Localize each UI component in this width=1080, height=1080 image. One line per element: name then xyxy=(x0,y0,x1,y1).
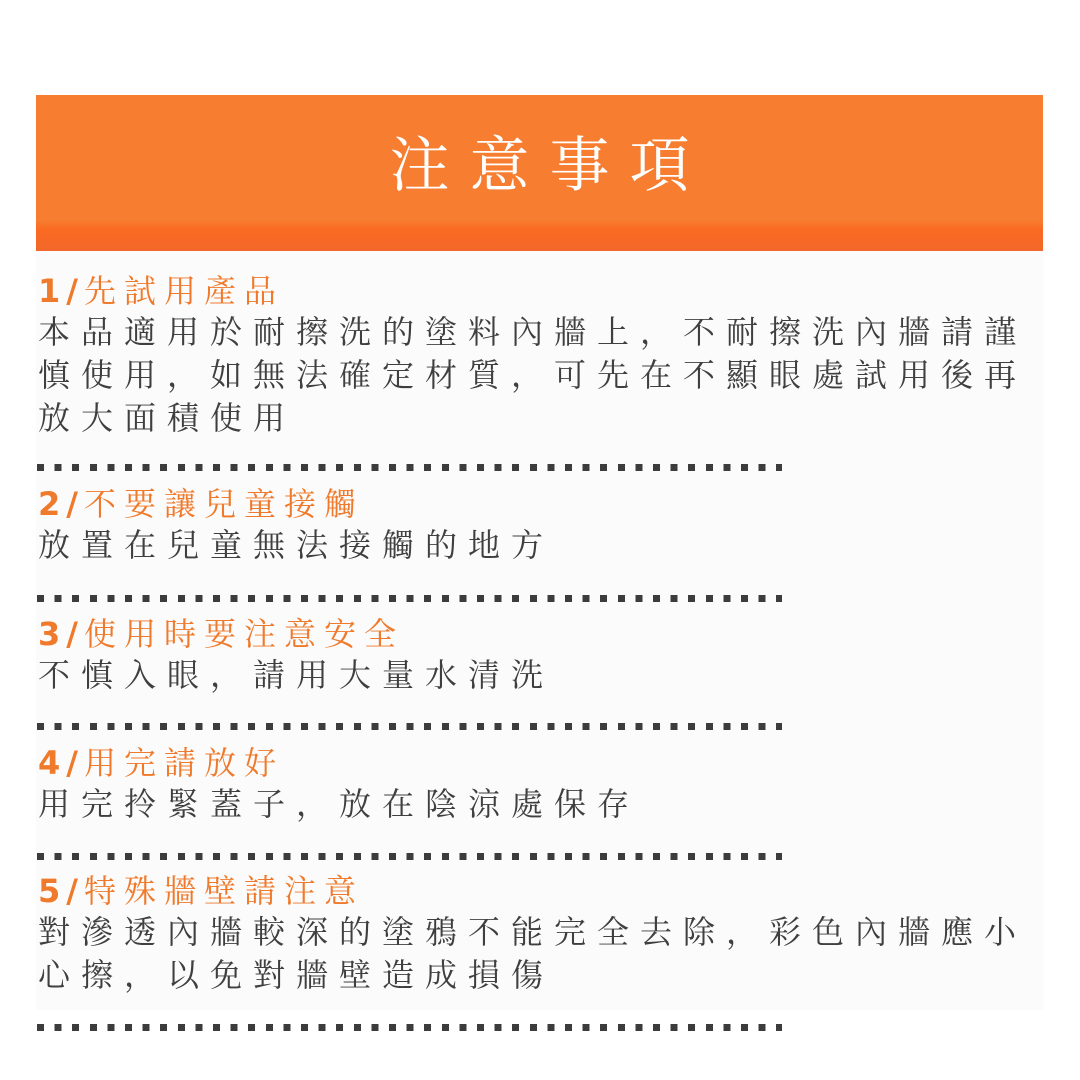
section-body: 用完拎緊蓋子，放在陰涼處保存 xyxy=(38,785,641,823)
section-slash: / xyxy=(66,272,78,310)
section-title: 不要讓兒童接觸 xyxy=(83,485,364,523)
section-number: 4 xyxy=(38,744,61,782)
section-body: 不慎入眼，請用大量水清洗 xyxy=(38,656,555,694)
section-heading xyxy=(38,743,1038,783)
section-body: 本品適用於耐擦洗的塗料內牆上，不耐擦洗內牆請謹慎使用，如無法確定材質，可先在不顯眼處試用後再放大面積使用 xyxy=(38,313,1028,437)
page-title: 注意事項 xyxy=(389,131,710,201)
notice-section-2 xyxy=(38,484,1038,567)
section-slash: / xyxy=(66,485,78,523)
dotted-divider xyxy=(37,464,782,471)
section-number: 1 xyxy=(38,272,61,310)
section-number: 2 xyxy=(38,485,61,523)
notice-section-5 xyxy=(38,871,1038,997)
section-slash: / xyxy=(66,872,78,910)
dotted-divider xyxy=(37,1024,782,1031)
section-title: 用完請放好 xyxy=(83,744,284,782)
section-body: 放置在兒童無法接觸的地方 xyxy=(38,526,555,564)
notice-section-3 xyxy=(38,614,1038,697)
section-slash: / xyxy=(66,744,78,782)
section-title: 使用時要注意安全 xyxy=(83,615,404,653)
section-heading xyxy=(38,614,1038,654)
section-title: 特殊牆壁請注意 xyxy=(83,872,364,910)
section-body: 對滲透內牆較深的塗鴉不能完全去除，彩色內牆應小心擦，以免對牆壁造成損傷 xyxy=(38,913,1028,994)
header-banner xyxy=(36,95,1043,251)
section-heading xyxy=(38,484,1038,524)
section-number: 5 xyxy=(38,872,61,910)
dotted-divider xyxy=(37,595,782,602)
dotted-divider xyxy=(37,723,782,730)
section-number: 3 xyxy=(38,615,61,653)
section-title: 先試用產品 xyxy=(83,272,284,310)
notice-section-4 xyxy=(38,743,1038,826)
section-heading xyxy=(38,871,1038,911)
dotted-divider xyxy=(37,853,782,860)
section-slash: / xyxy=(66,615,78,653)
notice-section-1 xyxy=(38,271,1038,440)
section-heading xyxy=(38,271,1038,311)
